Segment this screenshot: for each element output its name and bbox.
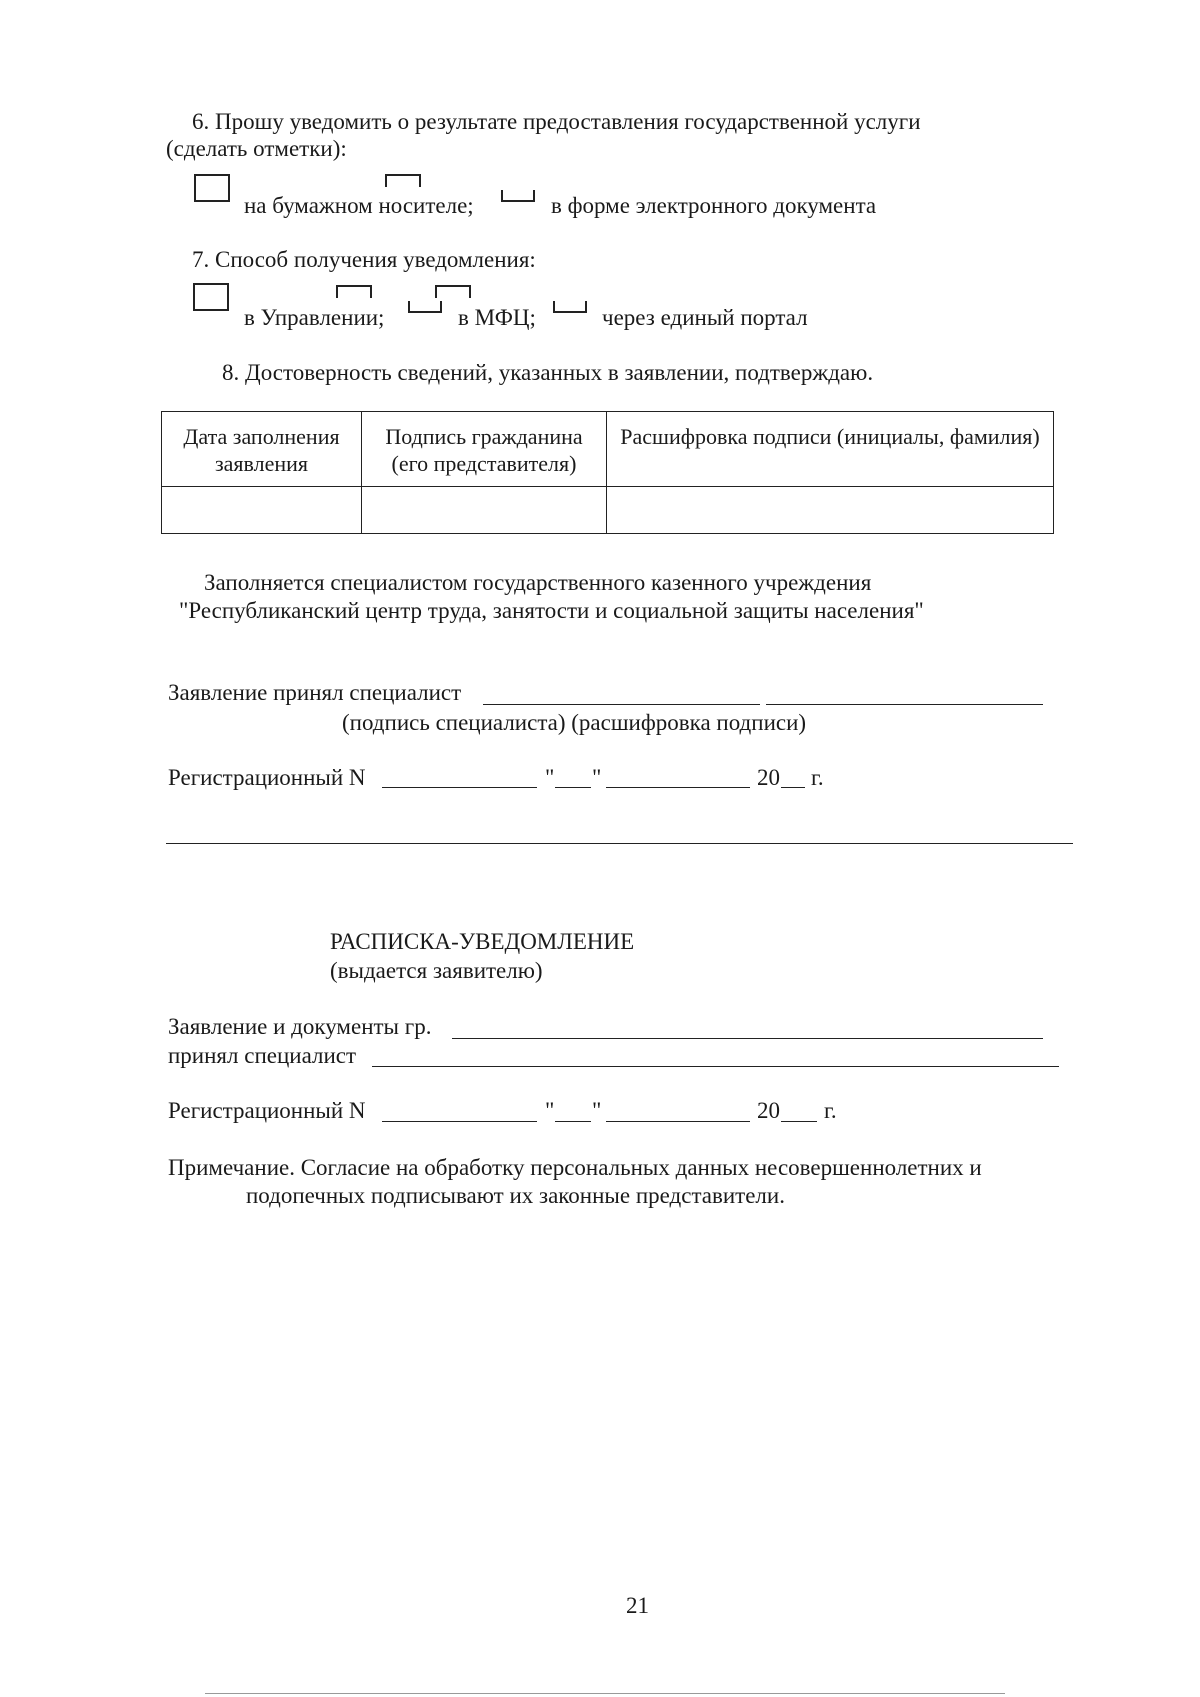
checkbox-portal-top — [435, 285, 471, 298]
registration1-label: Регистрационный N — [168, 765, 366, 790]
checkbox-mfc[interactable] — [408, 301, 442, 313]
section7-option-mfc: в МФЦ; — [458, 305, 536, 330]
accepted-label: Заявление принял специалист — [168, 680, 462, 705]
registration1-quote-close: " — [592, 765, 602, 790]
section8-title: 8. Достоверность сведений, указанных в заявлении, подтверждаю. — [222, 360, 874, 385]
bottom-edge-rule — [205, 1693, 1005, 1694]
note-line1: Примечание. Согласие на обработку персональных данных несовершеннолетних и — [168, 1155, 982, 1180]
header-fill-date: Дата заполнения заявления — [162, 412, 362, 487]
receipt-subtitle: (выдается заявителю) — [330, 958, 543, 983]
registration2-month-line[interactable] — [606, 1121, 750, 1122]
section6-option-paper: на бумажном носителе; — [244, 193, 474, 218]
specialist-note-line2: "Республиканский центр труда, занятости и социальной защиты населения" — [179, 598, 924, 623]
section7-option-administration: в Управлении; — [244, 305, 385, 330]
checkbox-mfc-top — [336, 285, 372, 298]
cell-signature-decoding[interactable] — [607, 487, 1054, 534]
checkbox-electronic-top — [385, 174, 421, 187]
cut-line-divider — [166, 843, 1073, 844]
cell-citizen-signature[interactable] — [362, 487, 607, 534]
registration1-year-suffix: г. — [811, 765, 824, 790]
checkbox-paper[interactable] — [194, 174, 230, 202]
note-line2: подопечных подписывают их законные представители. — [246, 1183, 785, 1208]
cell-fill-date[interactable] — [162, 487, 362, 534]
registration2-year-suffix: г. — [824, 1098, 837, 1123]
registration2-label: Регистрационный N — [168, 1098, 366, 1123]
table-row — [162, 487, 1054, 534]
receipt-docs-label: Заявление и документы гр. — [168, 1014, 432, 1039]
accepted-caption: (подпись специалиста) (расшифровка подписи) — [342, 710, 807, 735]
specialist-note-line1: Заполняется специалистом государственного казенного учреждения — [204, 570, 872, 595]
registration1-year-prefix: 20 — [757, 765, 780, 790]
section7-option-portal: через единый портал — [602, 305, 808, 330]
registration2-quote-close: " — [592, 1098, 602, 1123]
checkbox-electronic[interactable] — [501, 190, 535, 202]
registration2-day-line[interactable] — [555, 1121, 591, 1122]
registration2-number-line[interactable] — [382, 1121, 537, 1122]
registration2-year-line[interactable] — [781, 1121, 817, 1122]
checkbox-administration[interactable] — [193, 283, 229, 311]
registration1-number-line[interactable] — [382, 787, 537, 788]
section6-option-electronic: в форме электронного документа — [551, 193, 877, 218]
signature-table — [161, 411, 1054, 534]
section6-title-line1: 6. Прошу уведомить о результате предоставления государственной услуги — [192, 109, 921, 134]
receipt-citizen-name-line[interactable] — [452, 1038, 1043, 1039]
checkbox-portal[interactable] — [553, 301, 587, 313]
receipt-specialist-label: принял специалист — [168, 1043, 357, 1068]
registration1-quote-open: " — [545, 765, 555, 790]
registration1-month-line[interactable] — [606, 787, 750, 788]
table-header-row — [162, 412, 1054, 487]
header-citizen-signature: Подпись гражданина (его представителя) — [362, 412, 607, 487]
specialist-signature-line[interactable] — [483, 704, 760, 705]
page-number: 21 — [626, 1593, 649, 1618]
registration1-day-line[interactable] — [555, 787, 591, 788]
receipt-title: РАСПИСКА-УВЕДОМЛЕНИЕ — [330, 929, 635, 954]
specialist-decoding-line[interactable] — [766, 704, 1043, 705]
section6-title-line2: (сделать отметки): — [166, 136, 347, 161]
receipt-specialist-line[interactable] — [372, 1066, 1059, 1067]
registration1-year-line[interactable] — [781, 787, 805, 788]
registration2-year-prefix: 20 — [757, 1098, 780, 1123]
registration2-quote-open: " — [545, 1098, 555, 1123]
section7-title: 7. Способ получения уведомления: — [192, 247, 536, 272]
header-signature-decoding: Расшифровка подписи (инициалы, фамилия) — [607, 412, 1054, 487]
